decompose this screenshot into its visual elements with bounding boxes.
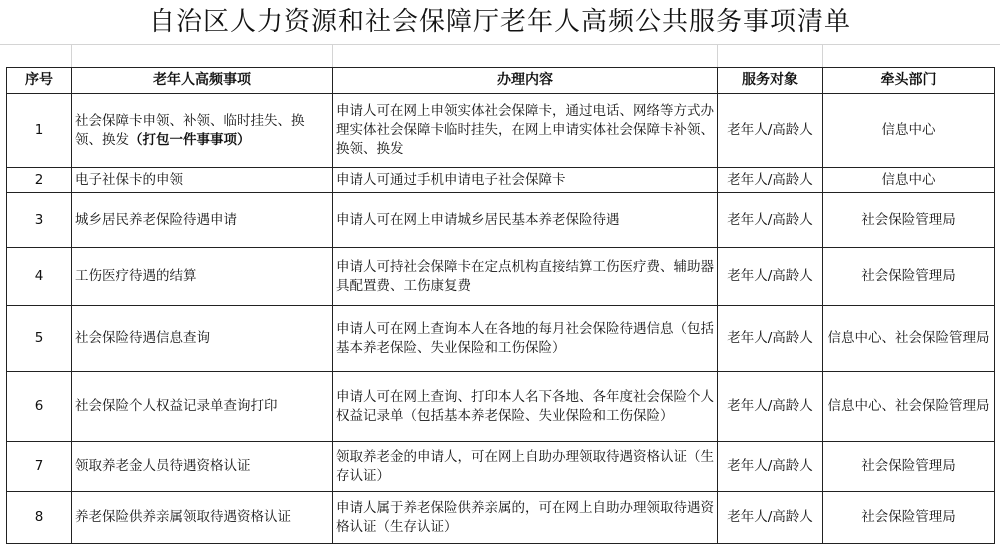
- cell-content: 申请人可在网上查询本人在各地的每月社会保险待遇信息（包括基本养老保险、失业保险和工伤保险）: [333, 306, 718, 372]
- cell-target: 老年人/高龄人: [718, 193, 823, 248]
- table-header-row: [7, 68, 995, 94]
- cell-target: 老年人/高龄人: [718, 442, 823, 492]
- cell-index: 1: [7, 94, 72, 168]
- cell-dept: 社会保险管理局: [823, 442, 995, 492]
- header-dept: 牵头部门: [823, 68, 995, 94]
- cell-item: 城乡居民养老保险待遇申请: [72, 193, 333, 248]
- cell-content: 申请人可在网上申请城乡居民基本养老保险待遇: [333, 193, 718, 248]
- cell-index: 7: [7, 442, 72, 492]
- cell-dept: 信息中心: [823, 168, 995, 193]
- header-target: 服务对象: [718, 68, 823, 94]
- cell-item-note: （打包一件事事项）: [129, 131, 251, 148]
- cell-dept: 社会保险管理局: [823, 248, 995, 306]
- page-title: 自治区人力资源和社会保障厅老年人高频公共服务事项清单: [148, 7, 851, 37]
- cell-index: 6: [7, 372, 72, 442]
- cell-content: 申请人属于养老保险供养亲属的，可在网上自助办理领取待遇资格认证（生存认证）: [333, 492, 718, 544]
- cell-item-text: 社会保障卡申领、补领、临时挂失、换领、换发: [75, 112, 305, 148]
- sheet-gridline: [0, 44, 1000, 45]
- cell-dept: 社会保险管理局: [823, 492, 995, 544]
- cell-dept: 社会保险管理局: [823, 193, 995, 248]
- cell-target: 老年人/高龄人: [718, 168, 823, 193]
- cell-content: 申请人可通过手机申请电子社会保障卡: [333, 168, 718, 193]
- header-content: 办理内容: [333, 68, 718, 94]
- sheet-gridline: [71, 44, 72, 68]
- table-row: [7, 492, 995, 544]
- cell-item: 社会保险个人权益记录单查询打印: [72, 372, 333, 442]
- cell-dept: 信息中心: [823, 94, 995, 168]
- table-row: [7, 94, 995, 168]
- cell-target: 老年人/高龄人: [718, 306, 823, 372]
- cell-item: 电子社保卡的申领: [72, 168, 333, 193]
- cell-index: 5: [7, 306, 72, 372]
- cell-content: 申请人可在网上查询、打印本人名下各地、各年度社会保险个人权益记录单（包括基本养老保险、失业保险和工伤保险）: [333, 372, 718, 442]
- cell-target: 老年人/高龄人: [718, 372, 823, 442]
- cell-target: 老年人/高龄人: [718, 248, 823, 306]
- service-items-table: [6, 67, 995, 544]
- cell-dept: 信息中心、社会保险管理局: [823, 306, 995, 372]
- cell-target: 老年人/高龄人: [718, 94, 823, 168]
- cell-item: [72, 94, 333, 168]
- cell-content: 申请人可持社会保障卡在定点机构直接结算工伤医疗费、辅助器具配置费、工伤康复费: [333, 248, 718, 306]
- cell-item: 工伤医疗待遇的结算: [72, 248, 333, 306]
- table-row: [7, 248, 995, 306]
- table-row: [7, 193, 995, 248]
- cell-content: 申请人可在网上申领实体社会保障卡，通过电话、网络等方式办理实体社会保障卡临时挂失，在网上申请实体社会保障卡补领、换领、换发: [333, 94, 718, 168]
- cell-index: 8: [7, 492, 72, 544]
- cell-index: 3: [7, 193, 72, 248]
- cell-index: 2: [7, 168, 72, 193]
- header-index: 序号: [7, 68, 72, 94]
- cell-index: 4: [7, 248, 72, 306]
- cell-target: 老年人/高龄人: [718, 492, 823, 544]
- cell-content: 领取养老金的申请人，可在网上自助办理领取待遇资格认证（生存认证）: [333, 442, 718, 492]
- cell-item: 领取养老金人员待遇资格认证: [72, 442, 333, 492]
- table-row: [7, 442, 995, 492]
- cell-dept: 信息中心、社会保险管理局: [823, 372, 995, 442]
- sheet-gridline: [822, 44, 823, 68]
- table-row: [7, 168, 995, 193]
- table-row: [7, 372, 995, 442]
- header-item: 老年人高频事项: [72, 68, 333, 94]
- cell-item: 社会保险待遇信息查询: [72, 306, 333, 372]
- cell-item: 养老保险供养亲属领取待遇资格认证: [72, 492, 333, 544]
- sheet-gridline: [717, 44, 718, 68]
- table-row: [7, 306, 995, 372]
- sheet-gridline: [332, 44, 333, 68]
